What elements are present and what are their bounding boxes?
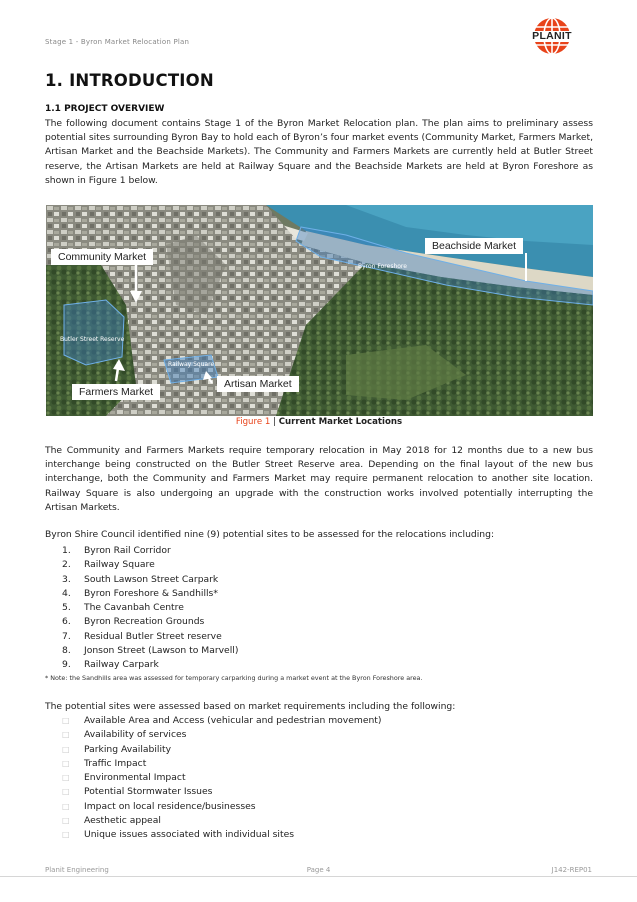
footer-doc-ref: J142-REP01 bbox=[551, 866, 592, 874]
list-item: 7. Residual Butler Street reserve bbox=[62, 630, 222, 642]
requirements-intro-paragraph: The potential sites were assessed based on market requirements including the following: bbox=[45, 701, 456, 712]
bullet-icon: □ bbox=[62, 787, 70, 797]
list-item: 6. Byron Recreation Grounds bbox=[62, 616, 205, 628]
sandhills-note: * Note: the Sandhills area was assessed for temporary carparking during a market event at the Byron Foreshore area. bbox=[45, 674, 423, 682]
footer-company: Planit Engineering bbox=[45, 866, 109, 874]
planit-logo bbox=[524, 14, 580, 58]
list-item: 8. Jonson Street (Lawson to Marvell) bbox=[62, 645, 239, 657]
footer-divider bbox=[0, 876, 637, 877]
label-artisan-market: Artisan Market bbox=[217, 376, 299, 392]
sites-intro-paragraph: Byron Shire Council identified nine (9) potential sites to be assessed for the relocations including: bbox=[45, 529, 495, 540]
list-item: 1. Byron Rail Corridor bbox=[62, 545, 171, 556]
bullet-icon: □ bbox=[62, 730, 70, 740]
logo-wordmark: PLANIT bbox=[524, 31, 580, 42]
map-text-railway: Railway Square bbox=[168, 361, 215, 368]
bullet-icon: □ bbox=[62, 744, 70, 754]
label-farmers-market: Farmers Market bbox=[72, 384, 160, 400]
label-community-market: Community Market bbox=[51, 249, 153, 265]
list-item: □ Availability of services bbox=[62, 728, 382, 742]
label-beachside-market: Beachside Market bbox=[425, 238, 523, 254]
figure-caption-separator: | bbox=[270, 417, 279, 427]
map-text-foreshore: Byron Foreshore bbox=[358, 263, 407, 270]
potential-sites-list bbox=[62, 544, 238, 673]
bullet-icon: □ bbox=[62, 758, 70, 768]
relocation-paragraph: The Community and Farmers Markets require temporary relocation in May 2018 for 12 months due to a new bus interchange being constructed on the Butler Street Reserve area. Depending on the final layout of the new bus interchange, both the Community and Farmers Market may require permanent relocation to another site location. Railway Square is also undergoing an upgrade with the construction works involved potentially interrupting the Artisan Markets. bbox=[45, 445, 593, 513]
intro-paragraph: The following document contains Stage 1 of the Byron Market Relocation plan. The plan aims to preliminary assess potential sites surrounding Byron Bay to hold each of Byron’s four market events (Community Market, Farmers Market, Artisan Market and the Beachside Markets). The Community and Farmers Markets are currently held at Butler Street reserve, the Artisan Markets are held at Railway Square and the Beachside Markets are held at Byron Foreshore as shown in Figure 1 below. bbox=[45, 118, 593, 186]
map-text-butler: Butler Street Reserve bbox=[60, 336, 125, 343]
page-title: 1. INTRODUCTION bbox=[45, 71, 214, 90]
figure-number: Figure 1 bbox=[235, 417, 271, 427]
list-item: □ Available Area and Access (vehicular and pedestrian movement) bbox=[62, 714, 382, 728]
aerial-map-figure bbox=[46, 205, 593, 416]
list-item: □ Parking Availability bbox=[62, 743, 382, 757]
list-item: 5. The Cavanbah Centre bbox=[62, 602, 184, 614]
list-item: 9. Railway Carpark bbox=[62, 659, 159, 671]
figure-caption-text: Current Market Locations bbox=[278, 417, 403, 427]
bullet-icon: □ bbox=[62, 801, 70, 811]
running-header: Stage 1 - Byron Market Relocation Plan bbox=[45, 38, 190, 46]
footer-page-number: Page 4 bbox=[306, 866, 331, 874]
figure-caption bbox=[45, 417, 593, 427]
list-item: 3. South Lawson Street Carpark bbox=[62, 573, 219, 585]
bullet-icon: □ bbox=[62, 716, 70, 725]
list-item: □ Unique issues associated with individual sites bbox=[62, 828, 382, 842]
list-item: □ Aesthetic appeal bbox=[62, 814, 382, 828]
list-item: □ Environmental Impact bbox=[62, 771, 382, 785]
bullet-icon: □ bbox=[62, 816, 70, 826]
list-item: 2. Railway Square bbox=[62, 559, 155, 571]
requirements-list bbox=[62, 714, 382, 843]
list-item: □ Potential Stormwater Issues bbox=[62, 785, 382, 799]
bullet-icon: □ bbox=[62, 773, 70, 783]
bullet-icon: □ bbox=[62, 830, 70, 840]
list-item: □ Traffic Impact bbox=[62, 757, 382, 771]
section-heading: 1.1 PROJECT OVERVIEW bbox=[45, 104, 165, 114]
list-item: □ Impact on local residence/businesses bbox=[62, 800, 382, 814]
list-item: 4. Byron Foreshore & Sandhills* bbox=[62, 587, 218, 599]
